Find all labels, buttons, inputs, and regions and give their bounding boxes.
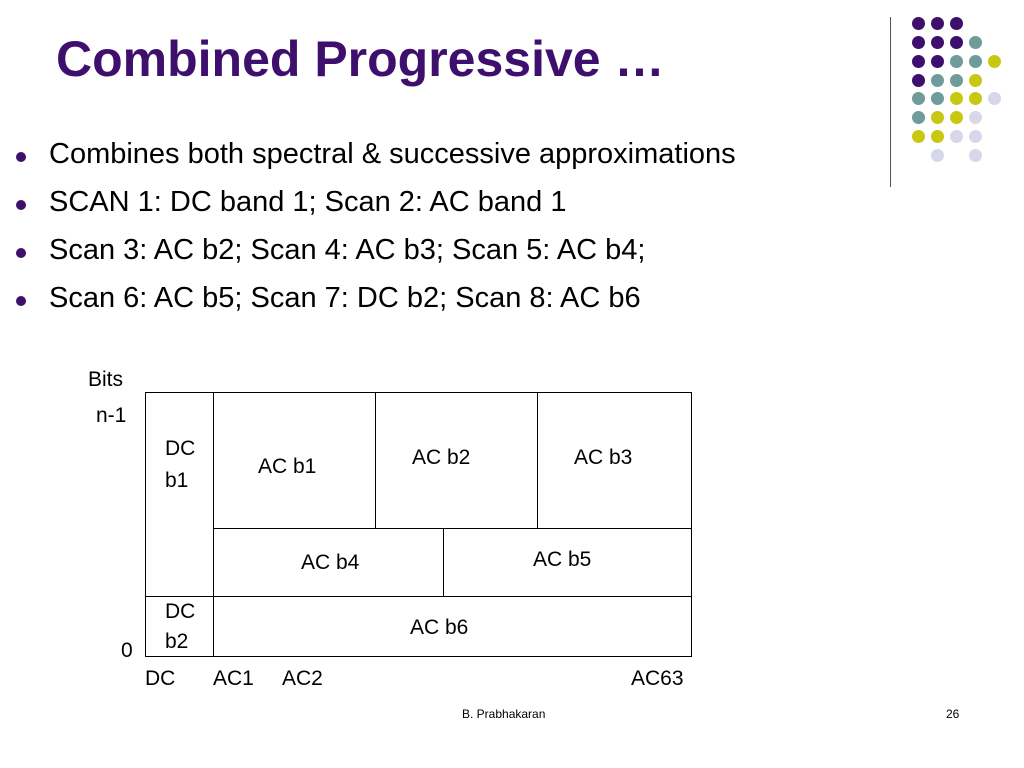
decor-dot — [931, 111, 944, 124]
y-axis-label-bits: Bits — [88, 368, 124, 391]
x-axis-label-dc: DC — [145, 667, 176, 690]
decor-dot — [988, 55, 1001, 68]
decor-dot — [931, 149, 944, 162]
col-line-b1-b2 — [375, 392, 376, 529]
decor-dot — [931, 55, 944, 68]
decor-dot — [912, 130, 925, 143]
cell-ac-b5: AC b5 — [533, 548, 592, 571]
decor-dot — [912, 36, 925, 49]
bullet-text: Scan 6: AC b5; Scan 7: DC b2; Scan 8: AC b6 — [49, 282, 641, 314]
decor-dot — [950, 130, 963, 143]
decor-dot — [969, 111, 982, 124]
decor-dot — [988, 92, 1001, 105]
footer-page-number: 26 — [946, 707, 960, 721]
decor-dot — [912, 17, 925, 30]
row-line-2 — [214, 596, 692, 597]
cell-ac-b6: AC b6 — [410, 616, 469, 639]
decor-dot — [950, 111, 963, 124]
decor-dot — [931, 130, 944, 143]
bullet-text: SCAN 1: DC band 1; Scan 2: AC band 1 — [49, 186, 567, 218]
decor-dot — [950, 92, 963, 105]
cell-dc-b2-line2: b2 — [165, 630, 189, 653]
decor-dot — [950, 74, 963, 87]
col-line-b4-b5 — [443, 528, 444, 597]
decor-dot — [969, 149, 982, 162]
cell-ac-b3: AC b3 — [574, 446, 633, 469]
decor-dot — [950, 17, 963, 30]
bullet-text: Scan 3: AC b2; Scan 4: AC b3; Scan 5: AC b4; — [49, 234, 646, 266]
decor-dot — [912, 92, 925, 105]
bullet-text: Combines both spectral & successive approximations — [49, 138, 736, 170]
bullet-dot-icon — [16, 200, 26, 210]
bullet-dot-icon — [16, 152, 26, 162]
decor-dot — [931, 17, 944, 30]
col-line-b2-b3 — [537, 392, 538, 529]
bullet-dot-icon — [16, 248, 26, 258]
decor-dot — [969, 74, 982, 87]
cell-ac-b2: AC b2 — [412, 446, 471, 469]
row-line-1 — [214, 528, 692, 529]
decor-dot — [912, 111, 925, 124]
footer-author: B. Prabhakaran — [462, 707, 546, 721]
x-axis-label-ac1: AC1 — [213, 667, 254, 690]
bullet-item — [16, 234, 736, 282]
bullet-item — [16, 138, 736, 186]
decor-dot — [931, 92, 944, 105]
y-axis-label-top: n-1 — [96, 404, 127, 427]
slide-title: Combined Progressive … — [56, 31, 665, 87]
dc-row-separator — [145, 596, 214, 597]
decor-dot — [969, 130, 982, 143]
decor-dot — [969, 92, 982, 105]
cell-dc-b1-line1: DC — [165, 437, 196, 460]
cell-ac-b4: AC b4 — [301, 551, 360, 574]
bullet-item — [16, 186, 736, 234]
decor-dot — [950, 55, 963, 68]
decor-dot — [950, 36, 963, 49]
cell-ac-b1: AC b1 — [258, 455, 317, 478]
cell-dc-b1-line2: b1 — [165, 469, 189, 492]
cell-dc-b2-line1: DC — [165, 600, 196, 623]
decor-dot — [969, 55, 982, 68]
decor-dot — [912, 74, 925, 87]
bullet-item — [16, 282, 736, 330]
decor-dot — [912, 55, 925, 68]
decor-dot — [931, 36, 944, 49]
decor-dot — [931, 74, 944, 87]
decor-dot — [969, 36, 982, 49]
x-axis-label-ac2: AC2 — [282, 667, 323, 690]
y-axis-label-bottom: 0 — [121, 639, 133, 662]
bullet-list — [16, 138, 736, 330]
title-divider — [890, 17, 891, 187]
bullet-dot-icon — [16, 296, 26, 306]
x-axis-label-ac63: AC63 — [631, 667, 684, 690]
